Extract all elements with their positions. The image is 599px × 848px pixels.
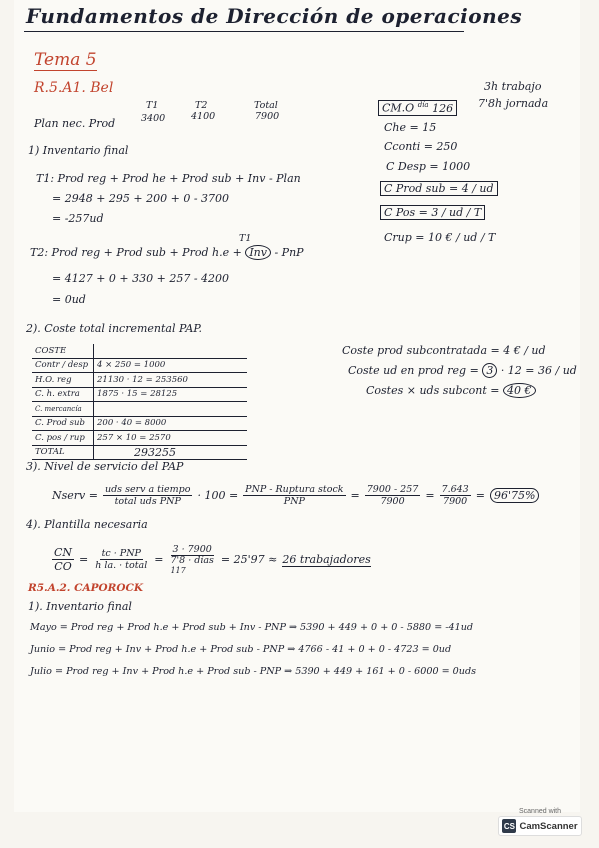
table-row: C. pos / rup 257 × 10 = 2570 <box>32 431 247 446</box>
t2-inv-circled: Inv <box>245 245 271 260</box>
table-row: Contr / desp 4 × 250 = 1000 <box>32 358 247 373</box>
frac3-den: 7900 <box>380 496 405 507</box>
costes-subcont-note <box>366 384 536 397</box>
plan-label: Plan nec. Prod <box>34 117 116 130</box>
cdesp: C Desp = 1000 <box>386 160 471 173</box>
title-underline <box>24 31 464 32</box>
camscanner-logo <box>498 816 582 836</box>
cmo-unit: día <box>417 101 429 109</box>
cmo-label: CM.O <box>382 101 415 115</box>
che: Che = 15 <box>384 121 437 134</box>
t2-formula <box>30 246 304 259</box>
mayo-line: Mayo = Prod reg + Prod h.e + Prod sub + Inv - PNP ⇒ 5390 + 449 + 0 + 0 - 5880 = -41ud <box>30 622 474 633</box>
col-total: Total <box>254 100 278 111</box>
plan-total: 7900 <box>255 111 280 122</box>
costes-subcont-circle: 40 € <box>503 383 536 398</box>
plantilla-formula: $\frac{CN}{CO}$ = $\frac{\text{tc · PNP}}{\text{h la. · total}}$ = 3 · 7900 7'8 · días 117 = 25'97 ≈ 26 trabajadores <box>54 544 371 575</box>
nserv-label: Nserv = <box>52 489 98 502</box>
camscanner-icon: CS <box>502 819 516 833</box>
frac1-den: total uds PNP <box>114 496 181 507</box>
nserv-result: 96'75% <box>490 488 539 503</box>
frac4-num: 7.643 <box>441 484 469 495</box>
table-row: C. mercancía <box>32 402 247 417</box>
nserv-formula <box>52 484 539 507</box>
stamp-top: Scanned with <box>518 808 562 815</box>
table-row: C. Prod sub 200 · 40 = 8000 <box>32 416 247 431</box>
times100: · 100 = <box>197 489 239 502</box>
t2-result: = 0ud <box>52 293 86 306</box>
plantilla-heading: 4). Plantilla necesaria <box>26 518 148 531</box>
caporock-sub: 1). Inventario final <box>28 600 132 613</box>
eq2: = <box>425 489 435 502</box>
crup: Crup = 10 € / ud / T <box>384 231 496 244</box>
coste-reg-circle: 3 <box>482 363 497 378</box>
caporock-heading: R5.A.2. CAPOROCK <box>28 582 144 594</box>
lhs-num: CN <box>54 546 73 559</box>
inventory-heading: 1) Inventario final <box>28 144 129 157</box>
tema-heading: Tema 5 <box>34 50 97 70</box>
t2-line2: = 4127 + 0 + 330 + 257 - 4200 <box>52 272 230 285</box>
eq1: = <box>350 489 360 502</box>
plan-t2: 4100 <box>191 111 216 122</box>
note-hours: 3h trabajo <box>484 80 542 93</box>
coste-sub-note: Coste prod subcontratada = 4 € / ud <box>342 344 546 357</box>
stamp-name: CamScanner <box>519 820 578 832</box>
plan-t1: 3400 <box>141 113 166 124</box>
julio-line: Julio = Prod reg + Inv + Prod h.e + Prod sub - PNP ⇒ 5390 + 449 + 161 + 0 - 6000 = 0uds <box>30 666 477 677</box>
lhs-den: CO <box>54 560 72 573</box>
frac4-den: 7900 <box>443 496 468 507</box>
cprod-sub: C Prod sub = 4 / ud <box>380 181 498 196</box>
cconti: Cconti = 250 <box>384 140 458 153</box>
coste-reg-b: · 12 = 36 / ud <box>500 364 577 377</box>
table-row: TOTAL 293255 <box>32 445 247 460</box>
page-title: Fundamentos de Dirección de operaciones <box>26 4 523 28</box>
cost-table <box>32 344 247 460</box>
plantilla-frac2-den: 7'8 · días 117 <box>170 555 214 575</box>
t1-line2: = 2948 + 295 + 200 + 0 - 3700 <box>52 192 230 205</box>
coste-reg-note <box>348 364 577 377</box>
table-row: C. h. extra 1875 · 15 = 28125 <box>32 387 247 402</box>
t1-result: = -257ud <box>52 212 104 225</box>
t2-formula-b: - PnP <box>274 246 304 259</box>
cpos: C Pos = 3 / ud / T <box>380 205 485 220</box>
t2-marker: T1 <box>239 233 252 244</box>
camscanner-stamp <box>498 808 582 838</box>
coste-heading: 2). Coste total incremental PAP. <box>26 322 202 335</box>
coste-reg-a: Coste ud en prod reg = <box>348 364 479 377</box>
table-row: H.O. reg 21130 · 12 = 253560 <box>32 373 247 388</box>
plantilla-result-b: 26 trabajadores <box>282 552 371 566</box>
col-t2: T2 <box>195 100 208 111</box>
frac3-num: 7900 - 257 <box>366 484 419 495</box>
costes-subcont-a: Costes × uds subcont = <box>366 384 500 397</box>
plantilla-result-a: = 25'97 ≈ <box>220 553 278 566</box>
plantilla-frac1-den: h la. · total <box>95 560 148 571</box>
plantilla-frac1-num: tc · PNP <box>101 548 141 559</box>
frac2-num: PNP - Ruptura stock <box>245 484 344 495</box>
section-heading-bel: R.5.A1. Bel <box>34 80 114 96</box>
frac2-den: PNP <box>283 496 305 507</box>
junio-line: Junio = Prod reg + Inv + Prod h.e + Prod sub - PNP ⇒ 4766 - 41 + 0 + 0 - 4723 = 0ud <box>30 644 452 655</box>
t2-formula-a: T2: Prod reg + Prod sub + Prod h.e + <box>30 246 242 259</box>
t1-formula: T1: Prod reg + Prod he + Prod sub + Inv - Plan <box>36 172 301 185</box>
note-jornada: 7'8h jornada <box>478 97 549 110</box>
frac1-num: uds serv a tiempo <box>104 484 191 495</box>
cost-header: COSTE <box>32 344 94 358</box>
eq3: = <box>475 489 485 502</box>
cmo-value: 126 <box>432 101 454 115</box>
plantilla-frac2-num: 3 · 7900 <box>172 544 212 555</box>
nivel-heading: 3). Nivel de servicio del PAP <box>26 460 184 473</box>
cmo-box <box>378 100 457 116</box>
col-t1: T1 <box>146 100 159 111</box>
